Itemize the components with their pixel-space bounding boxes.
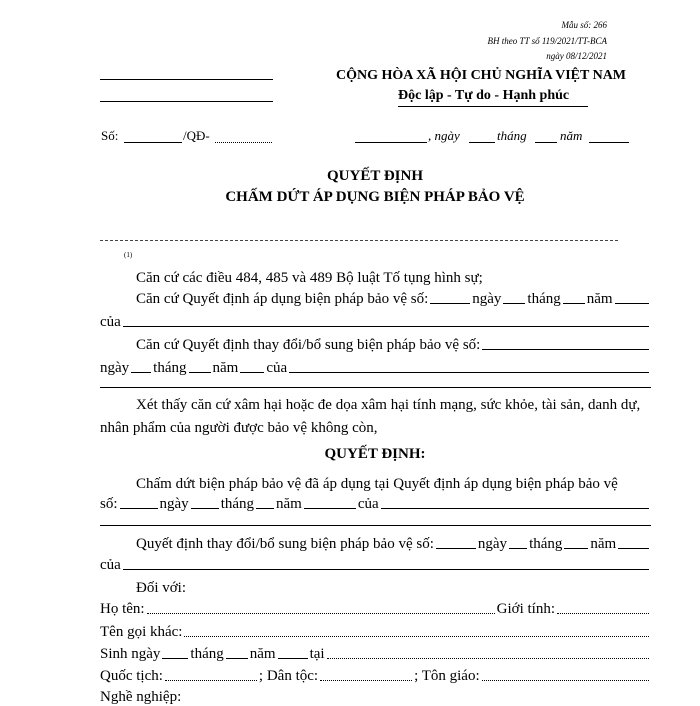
decide-change-cua-row — [100, 557, 651, 574]
decide-change-ngay-label: ngày — [477, 536, 508, 552]
date-thang-label: tháng — [497, 128, 527, 143]
ho-ten-label: Họ tên: — [100, 601, 145, 617]
dan-toc-field[interactable] — [320, 680, 412, 681]
form-issued-date: ngày 08/12/2021 — [546, 51, 607, 61]
decide-change-row — [136, 536, 651, 553]
change-cua-field[interactable] — [289, 372, 649, 373]
decision-ngay-label: ngày — [472, 291, 502, 307]
decide-change-cua-field[interactable] — [123, 569, 649, 570]
decide-terminate-text: Chấm dứt biện pháp bảo vệ đã áp dụng tại Quyết định áp dụng biện pháp bảo vệ — [136, 476, 618, 492]
sinh-nam-field[interactable] — [278, 658, 308, 659]
date-thang-field[interactable] — [535, 142, 557, 143]
agency-line-2[interactable] — [100, 101, 273, 102]
footnote-marker: (1) — [124, 251, 133, 259]
decision-thang-label: tháng — [527, 291, 561, 307]
nghe-nghiep-label: Nghề nghiệp: — [100, 689, 182, 705]
decide-ngay-label: ngày — [159, 496, 189, 512]
change-cua-label: của — [266, 360, 288, 376]
sinh-tai-field[interactable] — [327, 658, 649, 659]
decide-cua-label: của — [357, 496, 379, 512]
form-issued-by: BH theo TT số 119/2021/TT-BCA — [487, 36, 607, 46]
consideration-line-2: nhân phẩm của người được bảo vệ không còn, — [100, 420, 378, 436]
qd-field[interactable] — [215, 142, 272, 143]
sinh-tai-label: tại — [309, 646, 325, 662]
ten-goi-khac-field[interactable] — [184, 636, 649, 637]
date-ngay-field[interactable] — [469, 142, 495, 143]
so-label: Số: — [101, 128, 119, 143]
decision-cua-label: của — [100, 314, 121, 330]
decide-change-number-field[interactable] — [436, 548, 476, 549]
basis-change-decision-label: Căn cứ Quyết định thay đổi/bổ sung biện pháp bảo vệ số: — [136, 337, 481, 353]
decision-nam-label: năm — [586, 291, 613, 307]
decide-change-nam-field[interactable] — [618, 548, 649, 549]
ho-ten-row — [100, 601, 651, 618]
motto: Độc lập - Tự do - Hạnh phúc — [398, 88, 570, 103]
place-field[interactable] — [355, 142, 427, 143]
decide-number-field[interactable] — [120, 508, 158, 509]
sinh-ngay-label: Sinh ngày — [100, 646, 161, 662]
date-nam-field[interactable] — [589, 142, 629, 143]
change-decision-date-row — [100, 360, 651, 377]
change-nam-label: năm — [212, 360, 239, 376]
sinh-nam-label: năm — [249, 646, 276, 662]
decision-cua-row — [100, 314, 651, 331]
document-subtitle: CHẤM DỨT ÁP DỤNG BIỆN PHÁP BẢO VỆ — [225, 189, 525, 205]
sinh-ngay-row — [100, 646, 651, 663]
basis-change-decision-row — [136, 337, 651, 354]
document-title: QUYẾT ĐỊNH — [327, 168, 423, 184]
decide-continuation-line[interactable] — [100, 525, 651, 526]
decide-change-thang-label: tháng — [529, 536, 563, 552]
decide-change-thang-field[interactable] — [564, 548, 588, 549]
decision-heading: QUYẾT ĐỊNH: — [324, 446, 426, 462]
quoc-tich-field[interactable] — [165, 680, 257, 681]
change-decision-number-field[interactable] — [482, 349, 649, 350]
qd-label: /QĐ- — [183, 128, 210, 143]
sinh-ngay-field[interactable] — [162, 658, 188, 659]
decision-number-field[interactable] — [430, 303, 470, 304]
date-ngay-label: , ngày — [428, 128, 460, 143]
decide-thang-field[interactable] — [256, 508, 274, 509]
basis-criminal-code: Căn cứ các điều 484, 485 và 489 Bộ luật Tố tụng hình sự; — [136, 270, 483, 286]
ten-goi-khac-label: Tên gọi khác: — [100, 624, 183, 640]
change-ngay-label: ngày — [100, 360, 130, 376]
consideration-line-1: Xét thấy căn cứ xâm hại hoặc đe dọa xâm hại tính mạng, sức khỏe, tài sản, danh dự, — [136, 397, 641, 413]
basis-protection-decision-row — [136, 291, 651, 308]
decide-nam-field[interactable] — [304, 508, 356, 509]
ho-ten-field[interactable] — [147, 613, 495, 614]
decision-nam-field[interactable] — [615, 303, 649, 304]
motto-underline — [398, 106, 588, 107]
ten-goi-khac-row — [100, 624, 651, 641]
decision-ngay-field[interactable] — [503, 303, 525, 304]
decide-cua-field[interactable] — [381, 508, 649, 509]
ton-giao-label: ; Tôn giáo: — [414, 668, 480, 684]
basis-protection-decision-label: Căn cứ Quyết định áp dụng biện pháp bảo vệ số: — [136, 291, 429, 307]
decide-nam-label: năm — [276, 496, 302, 512]
authority-line[interactable] — [100, 240, 618, 241]
decide-change-nam-label: năm — [590, 536, 617, 552]
doi-voi-label: Đối với: — [136, 580, 187, 596]
decide-thang-label: tháng — [220, 496, 255, 512]
quoc-tich-label: Quốc tịch: — [100, 668, 163, 684]
decision-cua-field[interactable] — [123, 326, 649, 327]
gioi-tinh-field[interactable] — [557, 613, 649, 614]
change-continuation-line[interactable] — [100, 387, 651, 388]
quoc-tich-row — [100, 668, 651, 685]
date-nam-label: năm — [560, 128, 583, 143]
change-nam-field[interactable] — [240, 372, 264, 373]
agency-line-1[interactable] — [100, 79, 273, 80]
gioi-tinh-label: Giới tính: — [496, 601, 555, 617]
decision-thang-field[interactable] — [563, 303, 585, 304]
form-number: Mẫu số: 266 — [561, 20, 607, 30]
change-thang-label: tháng — [153, 360, 187, 376]
dan-toc-label: ; Dân tộc: — [258, 668, 319, 684]
decide-change-label: Quyết định thay đổi/bổ sung biện pháp bảo vệ số: — [136, 536, 434, 552]
change-thang-field[interactable] — [189, 372, 211, 373]
decide-change-cua-label: của — [100, 557, 121, 573]
decide-so-label: số: — [100, 496, 118, 512]
decide-ngay-field[interactable] — [191, 508, 219, 509]
decide-change-ngay-field[interactable] — [509, 548, 527, 549]
decide-decision-row — [100, 496, 651, 513]
so-field[interactable] — [124, 142, 182, 143]
ton-giao-field[interactable] — [482, 680, 649, 681]
country-name: CỘNG HÒA XÃ HỘI CHỦ NGHĨA VIỆT NAM — [336, 68, 627, 83]
change-ngay-field[interactable] — [131, 372, 151, 373]
sinh-thang-label: tháng — [190, 646, 224, 662]
sinh-thang-field[interactable] — [226, 658, 248, 659]
